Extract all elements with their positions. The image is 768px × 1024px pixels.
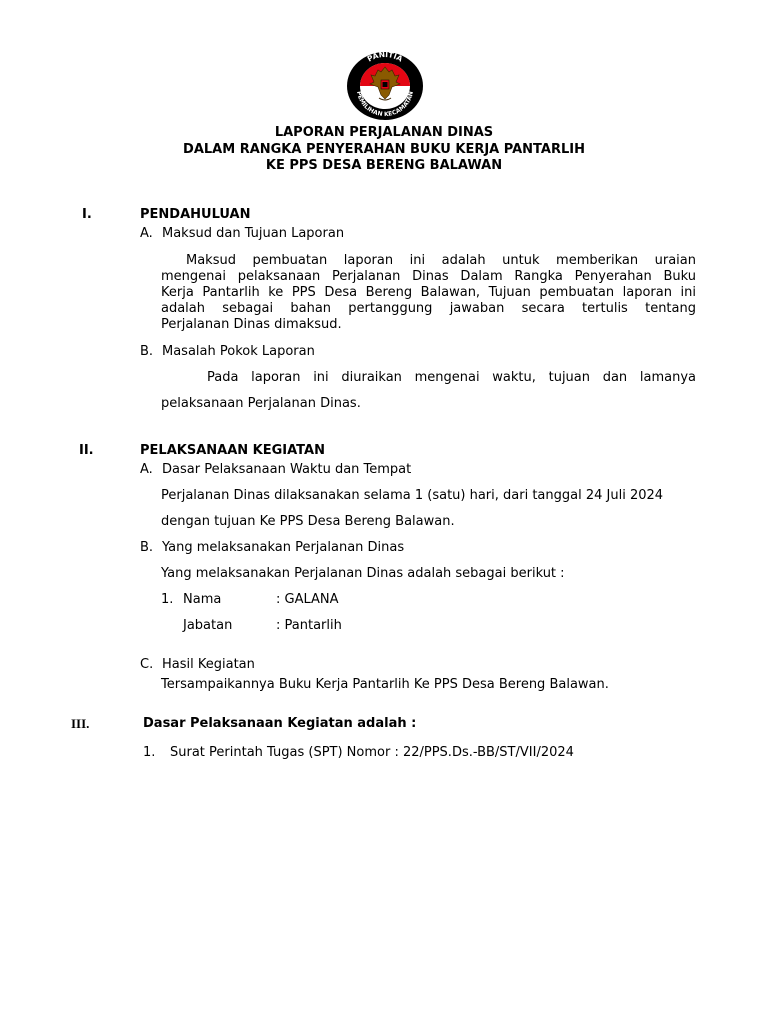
section-2b-intro: Yang melaksanakan Perjalanan Dinas adalah sebagai berikut : xyxy=(161,566,565,581)
section-2-heading: PELAKSANAAN KEGIATAN xyxy=(140,443,325,458)
section-1b-line-1: Pada laporan ini diuraikan mengenai waktu, tujuan dan lamanya xyxy=(207,370,696,385)
paragraph-line: mengenai pelaksanaan Perjalanan Dinas Dalam Rangka Penyerahan Buku xyxy=(161,269,696,284)
section-1-numeral: I. xyxy=(82,207,92,222)
section-1b-label: Masalah Pokok Laporan xyxy=(162,344,315,359)
title-line-1: LAPORAN PERJALANAN DINAS xyxy=(274,125,494,140)
paragraph-line: Perjalanan Dinas dimaksud. xyxy=(161,317,342,332)
logo-bottom-text: PEMILIHAN KECAMATAN xyxy=(355,90,415,119)
section-2c-text: Tersampaikannya Buku Kerja Pantarlih Ke PPS Desa Bereng Balawan. xyxy=(161,677,609,692)
section-2c-label: Hasil Kegiatan xyxy=(162,657,255,672)
executor-position-label: Jabatan xyxy=(183,618,233,633)
title-line-2: DALAM RANGKA PENYERAHAN BUKU KERJA PANTARLIH xyxy=(183,142,585,157)
logo-top-text: PANITIA xyxy=(365,51,405,64)
section-3-numeral: III. xyxy=(71,716,90,731)
section-1a-label: Maksud dan Tujuan Laporan xyxy=(162,226,345,241)
section-3-heading: Dasar Pelaksanaan Kegiatan adalah : xyxy=(143,716,417,731)
section-2a-line-2: dengan tujuan Ke PPS Desa Bereng Balawan. xyxy=(161,514,455,529)
section-2a-label: Dasar Pelaksanaan Waktu dan Tempat xyxy=(162,462,412,477)
section-3-item-text: Surat Perintah Tugas (SPT) Nomor : 22/PPS.Ds.-BB/ST/VII/2024 xyxy=(170,745,574,760)
section-1a-letter: A. xyxy=(140,226,153,241)
section-2a-letter: A. xyxy=(140,462,153,477)
section-2a-line-1: Perjalanan Dinas dilaksanakan selama 1 (satu) hari, dari tanggal 24 Juli 2024 xyxy=(161,488,664,503)
executor-position-value: : Pantarlih xyxy=(276,618,342,633)
section-2b-label: Yang melaksanakan Perjalanan Dinas xyxy=(162,540,405,555)
executor-item-number: 1. xyxy=(161,592,174,607)
section-2-numeral: II. xyxy=(79,443,94,458)
panitia-pemilihan-kecamatan-logo xyxy=(345,51,425,121)
section-1b-letter: B. xyxy=(140,344,154,359)
executor-name-label: Nama xyxy=(183,592,222,607)
section-1a-paragraph xyxy=(161,253,696,333)
paragraph-line: Kerja Pantarlih ke PPS Desa Bereng Balawan, Tujuan pembuatan laporan ini xyxy=(161,285,696,300)
section-3-item-number: 1. xyxy=(143,745,156,760)
paragraph-line: Maksud pembuatan laporan ini adalah untuk memberikan uraian xyxy=(186,253,696,268)
section-1-heading: PENDAHULUAN xyxy=(140,207,251,222)
section-2b-letter: B. xyxy=(140,540,154,555)
section-2c-letter: C. xyxy=(140,657,154,672)
section-1b-line-2: pelaksanaan Perjalanan Dinas. xyxy=(161,396,361,411)
title-line-3: KE PPS DESA BERENG BALAWAN xyxy=(265,158,503,173)
executor-name-value: : GALANA xyxy=(276,592,339,607)
paragraph-line: adalah sebagai bahan pertanggung jawaban secara tertulis tentang xyxy=(161,301,696,316)
